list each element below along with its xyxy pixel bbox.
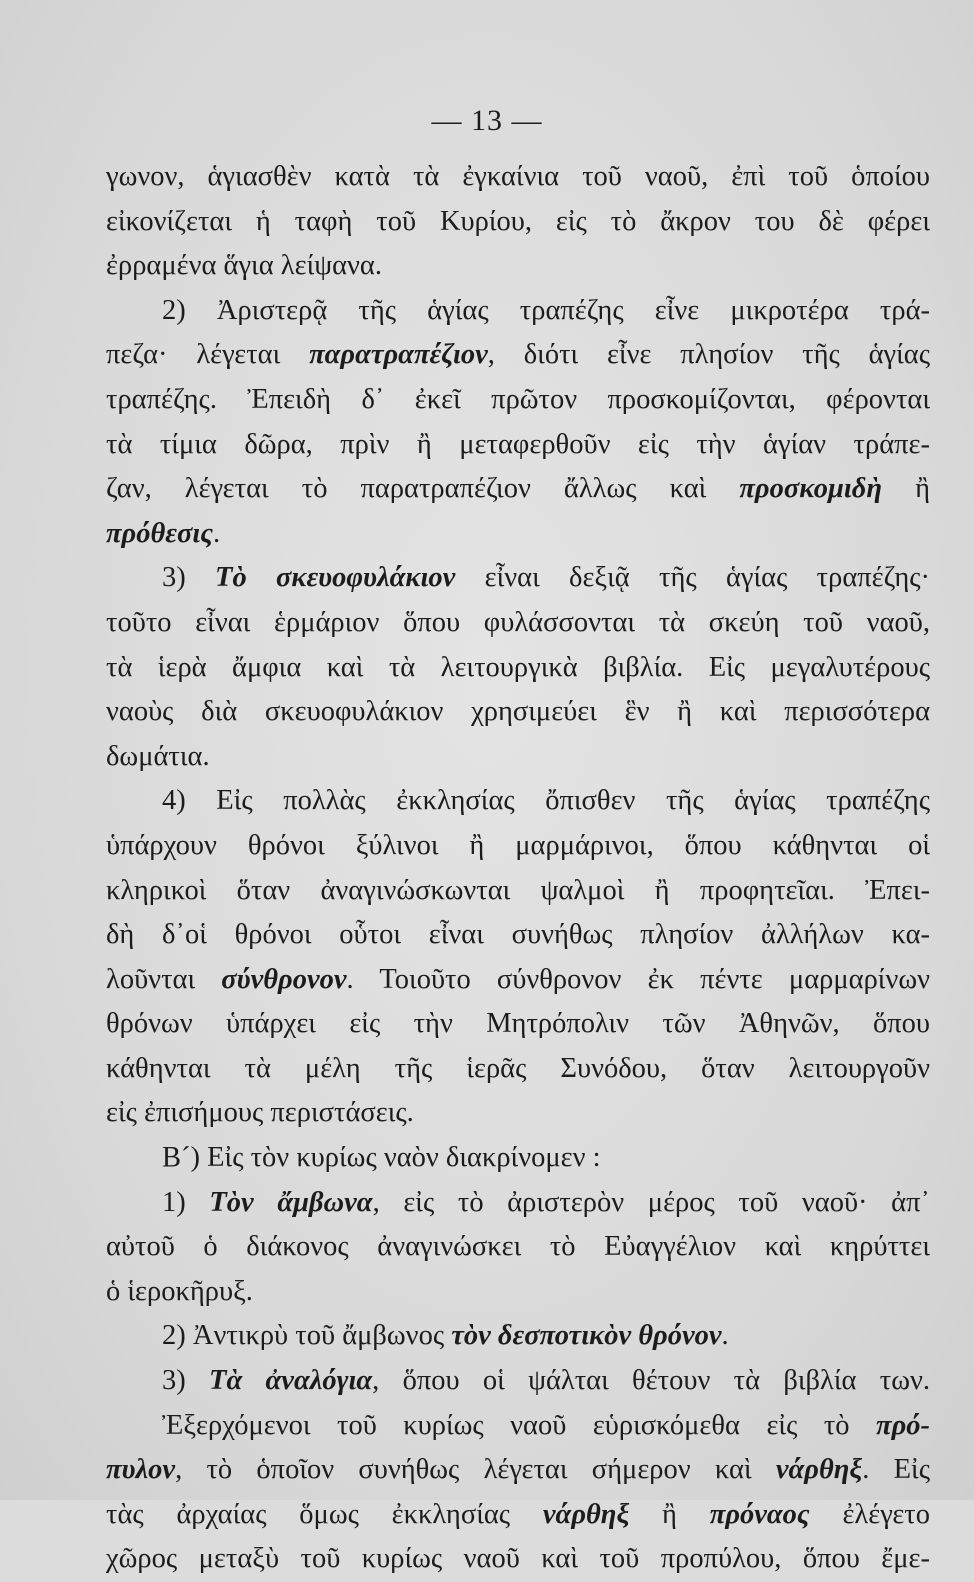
text-run: τὰ τίμια δῶρα, πρὶν ἢ μεταφερθοῦν εἰς τὴν ἁγίαν τράπε-	[106, 428, 930, 460]
text-line	[106, 1002, 930, 1047]
emphasized-term: Τὸν ἄμβωνα	[209, 1186, 373, 1218]
text-run: 2) Ἀριστερᾷ τῆς ἁγίας τραπέζης εἶνε μικροτέρα τρά-	[162, 294, 930, 326]
emphasized-term: πρό-	[876, 1409, 930, 1441]
text-run: ὑπάρχουν θρόνοι ξύλινοι ἢ μαρμάρινοι, ὅπου κάθηνται οἱ	[106, 829, 930, 861]
text-run: δὴ δ᾽οἱ θρόνοι οὗτοι εἶναι συνήθως πλησίον ἀλλήλων κα-	[106, 919, 930, 951]
text-run: 2) Ἀντικρὺ τοῦ ἄμβωνος	[162, 1320, 452, 1352]
text-line	[106, 869, 930, 914]
text-line	[106, 1270, 930, 1315]
text-line	[106, 1404, 930, 1449]
emphasized-term: νάρθηξ	[542, 1498, 630, 1530]
text-run: ἐρραμένα ἅγια λείψανα.	[106, 250, 382, 282]
text-line	[106, 913, 930, 958]
text-line	[106, 289, 930, 334]
text-line	[106, 467, 930, 512]
text-line	[106, 1359, 930, 1404]
emphasized-term: σύνθρονον	[221, 963, 347, 995]
text-run: τοῦτο εἶναι ἑρμάριον ὅπου φυλάσσονται τὰ σκεύη τοῦ ναοῦ,	[106, 606, 930, 638]
emphasized-term: πρόναος	[709, 1498, 810, 1530]
text-run: . Τοιοῦτο σύνθρονον ἐκ πέντε μαρμαρίνων	[346, 963, 930, 995]
text-run: δωμάτια.	[106, 740, 210, 772]
text-run: .	[721, 1320, 729, 1352]
text-line	[106, 378, 930, 423]
text-line	[106, 1047, 930, 1092]
text-line	[106, 646, 930, 691]
text-run: τραπέζης. Ἐπειδὴ δ᾽ ἐκεῖ πρῶτον προσκομίζονται, φέρονται	[106, 383, 930, 415]
text-line	[106, 333, 930, 378]
text-line	[106, 1181, 930, 1226]
emphasized-term: πυλον	[106, 1454, 176, 1486]
text-run: ὁ ἱεροκῆρυξ.	[106, 1275, 253, 1307]
emphasized-term: προσκομιδὴ	[739, 473, 883, 505]
text-run: ἐλέγετο	[809, 1498, 930, 1530]
text-run: λοῦνται	[106, 963, 222, 995]
emphasized-term: Τὰ ἀναλόγια	[209, 1365, 373, 1397]
text-line	[106, 244, 930, 289]
text-run: Ἐξερχόμενοι τοῦ κυρίως ναοῦ εὑρισκόμεθα εἰς τὸ	[162, 1409, 877, 1441]
emphasized-term: νάρθηξ	[775, 1454, 863, 1486]
text-line	[106, 1314, 930, 1359]
text-run: ναοὺς διὰ σκευοφυλάκιον χρησιμεύει ἓν ἢ καὶ περισσότερα	[106, 696, 930, 728]
text-run: τὰ ἱερὰ ἄμφια καὶ τὰ λειτουργικὰ βιβλία. Εἰς μεγαλυτέρους	[106, 651, 930, 683]
text-run: , τὸ ὁποῖον συνήθως λέγεται σήμερον καὶ	[175, 1454, 776, 1486]
text-run: θρόνων ὑπάρχει εἰς τὴν Μητρόπολιν τῶν Ἀθηνῶν, ὅπου	[106, 1008, 930, 1040]
text-line	[106, 155, 930, 200]
text-line	[106, 958, 930, 1003]
text-run: χῶρος μεταξὺ τοῦ κυρίως ναοῦ καὶ τοῦ προπύλου, ὅπου ἔμε-	[106, 1543, 930, 1575]
text-line	[106, 512, 930, 557]
text-run: 1)	[162, 1186, 210, 1218]
text-run: 3)	[162, 562, 216, 594]
text-line	[106, 779, 930, 824]
text-run: , εἰς τὸ ἀριστερὸν μέρος τοῦ ναοῦ· ἀπ᾽	[372, 1186, 930, 1218]
text-line	[106, 1225, 930, 1270]
text-run: αὐτοῦ ὁ διάκονος ἀναγινώσκει τὸ Εὐαγγέλιον καὶ κηρύττει	[106, 1231, 930, 1263]
text-run: γωνον, ἁγιασθὲν κατὰ τὰ ἐγκαίνια τοῦ ναοῦ, ἐπὶ τοῦ ὁποίου	[106, 161, 930, 192]
text-run: ἢ	[629, 1498, 710, 1530]
text-line	[106, 601, 930, 646]
text-line	[106, 824, 930, 869]
emphasized-term: Τὸ σκευοφυλάκιον	[215, 562, 456, 594]
text-line	[106, 200, 930, 245]
text-line	[106, 1136, 930, 1181]
text-run: εἶναι δεξιᾷ τῆς ἁγίας τραπέζης·	[455, 562, 930, 594]
text-run: ζαν, λέγεται τὸ παρατραπέζιον ἄλλως καὶ	[106, 473, 740, 505]
text-run: εἰς ἐπισήμους περιστάσεις.	[106, 1097, 414, 1129]
text-line	[106, 1537, 930, 1582]
text-run: τὰς ἀρχαίας ὅμως ἐκκλησίας	[106, 1498, 543, 1530]
page-number: — 13 —	[431, 104, 543, 137]
page-text	[106, 155, 930, 1582]
text-run: 4) Εἰς πολλὰς ἐκκλησίας ὄπισθεν τῆς ἁγίας τραπέζης	[162, 785, 930, 817]
emphasized-term: τὸν δεσποτικὸν θρόνον	[451, 1320, 722, 1352]
text-line	[106, 1448, 930, 1493]
text-run: κληρικοὶ ὅταν ἀναγινώσκωνται ψαλμοὶ ἢ προφητεῖαι. Ἐπει-	[106, 874, 930, 906]
text-run: , ὅπου οἱ ψάλται θέτουν τὰ βιβλία των.	[372, 1365, 930, 1397]
text-run: 3)	[162, 1365, 210, 1397]
text-run: ἢ	[882, 473, 930, 505]
emphasized-term: παρατραπέζιον	[309, 339, 488, 371]
text-line	[106, 423, 930, 468]
emphasized-term: πρόθεσις	[106, 517, 213, 549]
text-run: . Εἰς	[862, 1454, 930, 1486]
text-line	[106, 1091, 930, 1136]
text-run: κάθηνται τὰ μέλη τῆς ἱερᾶς Συνόδου, ὅταν λειτουργοῦν	[106, 1052, 930, 1084]
text-run: εἰκονίζεται ἡ ταφὴ τοῦ Κυρίου, εἰς τὸ ἄκρον του δὲ φέρει	[106, 205, 930, 237]
text-line	[106, 735, 930, 780]
text-run: , διότι εἶνε πλησίον τῆς ἁγίας	[487, 339, 930, 371]
text-run: Β´) Εἰς τὸν κυρίως ναὸν διακρίνομεν :	[162, 1142, 601, 1174]
text-line	[106, 556, 930, 601]
text-line	[106, 690, 930, 735]
text-run: πεζα· λέγεται	[106, 339, 310, 371]
text-run: .	[212, 517, 221, 549]
